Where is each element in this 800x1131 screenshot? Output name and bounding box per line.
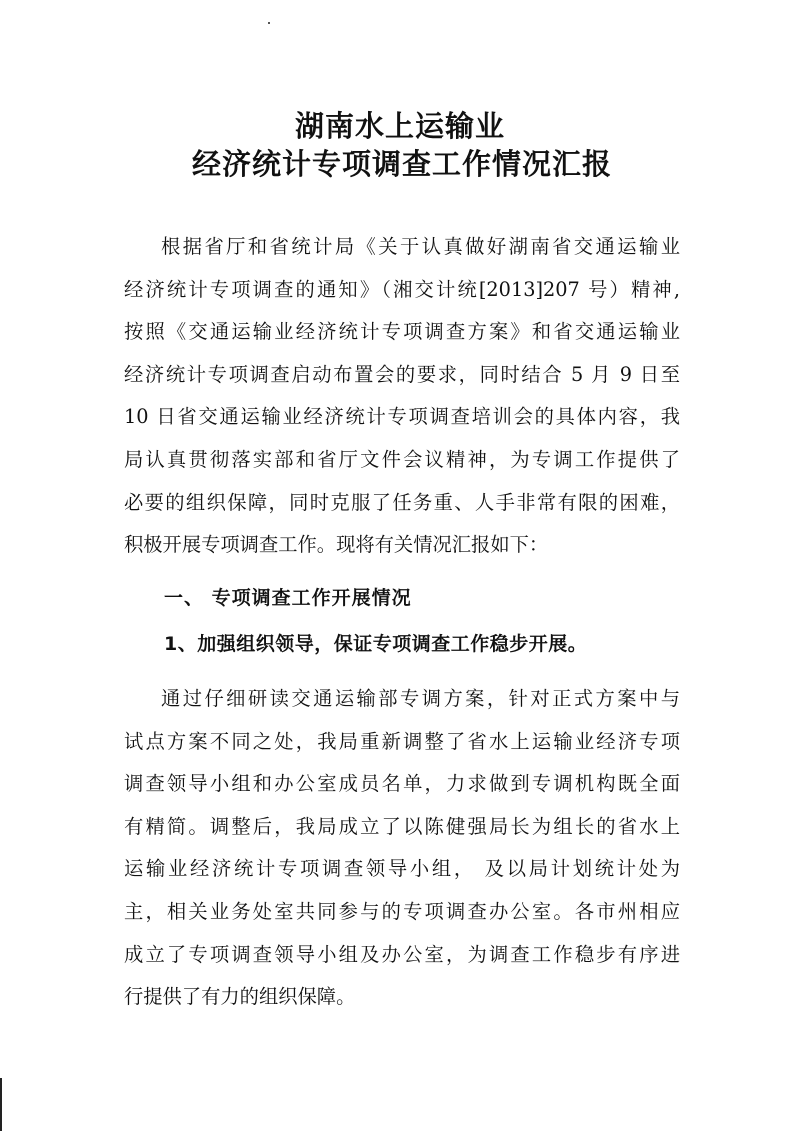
document-title-line-1: 湖南水上运输业: [294, 109, 505, 143]
paragraph-line: 按照《交通运输业经济统计专项调查方案》和省交通运输业: [124, 320, 680, 344]
scan-speck: [268, 22, 270, 24]
paragraph-line: 运输业经济统计专项调查领导小组， 及以局计划统计处为: [124, 857, 680, 881]
document-title-line-2: 经济统计专项调查工作情况汇报: [191, 147, 612, 181]
paragraph-line: 经济统计专项调查的通知》（湘交计统[2013]207 号）精神,: [124, 277, 680, 301]
paragraph-line: 必要的组织保障，同时克服了任务重、人手非常有限的困难，: [124, 490, 680, 514]
paragraph-line: 成立了专项调查领导小组及办公室，为调查工作稳步有序进: [124, 942, 680, 966]
paragraph-line: 行提供了有力的组织保障。: [124, 985, 356, 1009]
paragraph-line: 通过仔细研读交通运输部专调方案，针对正式方案中与: [161, 687, 680, 710]
section-heading-1: 一、 专项调查工作开展情况: [164, 587, 412, 609]
paragraph-line: 根据省厅和省统计局《关于认真做好湖南省交通运输业: [161, 235, 680, 258]
paragraph-line: 积极开展专项调查工作。现将有关情况汇报如下：: [124, 533, 549, 557]
section1-paragraph: [124, 678, 680, 1019]
scan-edge-mark: [0, 1078, 2, 1131]
paragraph-line: 局认真贯彻落实部和省厅文件会议精神，为专调工作提供了: [124, 447, 680, 471]
subsection-heading-1: 1、加强组织领导，保证专项调查工作稳步开展。: [164, 633, 588, 655]
paragraph-line: 试点方案不同之处，我局重新调整了省水上运输业经济专项: [124, 729, 680, 753]
intro-paragraph: [124, 226, 680, 567]
paragraph-line: 调查领导小组和办公室成员名单，力求做到专调机构既全面: [124, 772, 680, 796]
paragraph-line: 主，相关业务处室共同参与的专项调查办公室。各市州相应: [124, 899, 680, 923]
paragraph-line: 经济统计专项调查启动布置会的要求，同时结合 5 月 9 日至: [124, 362, 680, 386]
paragraph-line: 10 日省交通运输业经济统计专项调查培训会的具体内容，我: [124, 405, 680, 429]
paragraph-line: 有精简。调整后，我局成立了以陈健强局长为组长的省水上: [124, 814, 680, 838]
